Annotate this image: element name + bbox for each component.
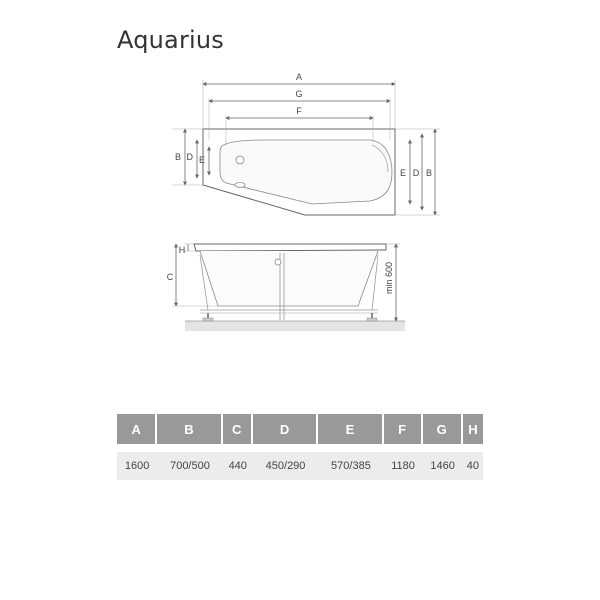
value-cell: 700/500 xyxy=(157,452,222,480)
dim-label-a: A xyxy=(295,72,303,82)
dim-label-f: F xyxy=(296,106,302,116)
header-cell: H xyxy=(463,414,483,444)
header-cell: F xyxy=(384,414,423,444)
dim-label-left-e: E xyxy=(198,155,205,165)
dim-label-g: G xyxy=(295,89,303,99)
header-cell: C xyxy=(223,414,253,444)
product-title: Aquarius xyxy=(117,26,224,54)
dim-label-left-b: B xyxy=(174,152,181,162)
header-cell: B xyxy=(157,414,222,444)
dim-label-h: H xyxy=(178,245,186,255)
plan-view xyxy=(172,80,440,215)
table-row xyxy=(117,452,483,480)
dim-label-right-e: E xyxy=(399,168,407,178)
table-header-row xyxy=(117,414,483,444)
value-cell: 570/385 xyxy=(318,452,383,480)
dim-label-right-d: D xyxy=(412,168,420,178)
value-cell: 1180 xyxy=(384,452,423,480)
header-cell: E xyxy=(318,414,383,444)
header-cell: A xyxy=(117,414,157,444)
dim-label-c: C xyxy=(166,272,174,282)
header-cell: G xyxy=(423,414,463,444)
dim-label-right-b: B xyxy=(425,168,433,178)
value-cell: 450/290 xyxy=(253,452,318,480)
side-view xyxy=(172,244,405,331)
value-cell: 1600 xyxy=(117,452,157,480)
value-cell: 40 xyxy=(463,452,483,480)
min-height-label: min 600 xyxy=(384,261,394,294)
value-cell: 440 xyxy=(223,452,253,480)
dim-label-left-d: D xyxy=(186,152,193,162)
value-cell: 1460 xyxy=(423,452,463,480)
dimensions-table xyxy=(117,414,483,480)
header-cell: D xyxy=(253,414,318,444)
